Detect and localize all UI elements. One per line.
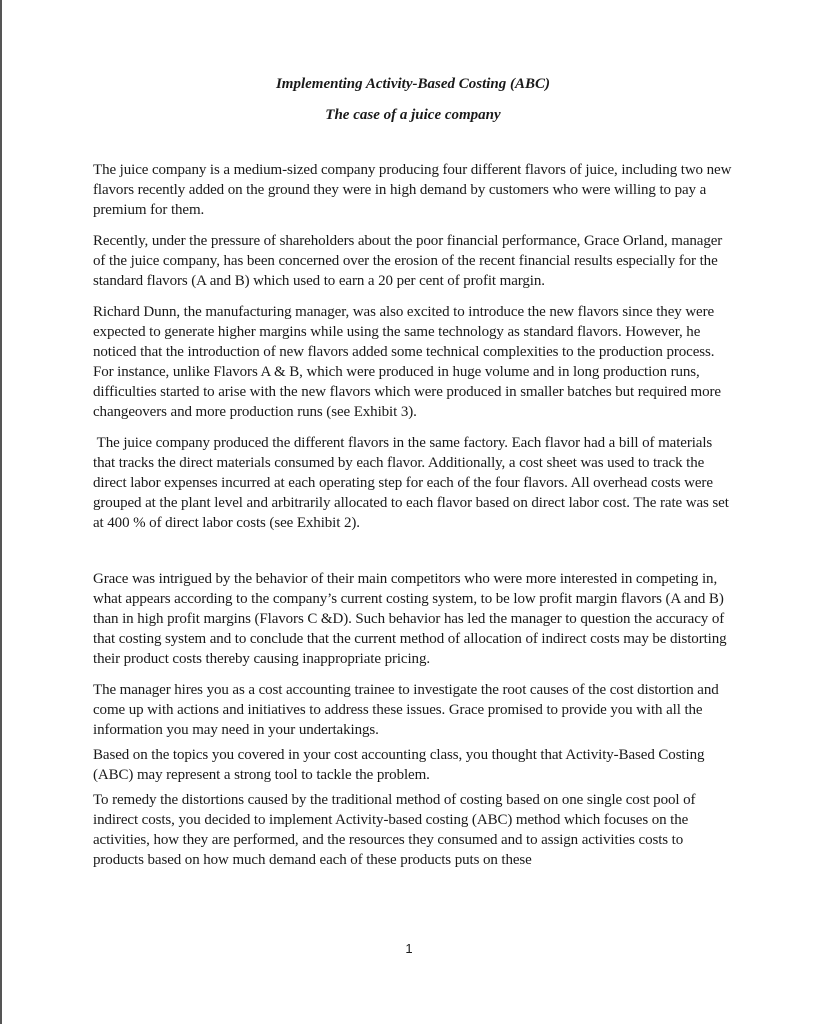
paragraph-grace-concern: Recently, under the pressure of shareholders about the poor financial performance, Grace Orland, manager of the juice company, has been concerned over the erosion of the recent financial results especially for the standard flavors (A and B) which used to earn a 20 per cent of profit margin. [93,233,723,289]
page-number: 1 [405,941,413,956]
paragraph-abc-tool: Based on the topics you covered in your cost accounting class, you thought that Activity-Based Costing (ABC) may represent a strong tool to tackle the problem. [93,747,705,783]
paragraph-richard-dunn: Richard Dunn, the manufacturing manager, was also excited to introduce the new flavors since they were expected to generate higher margins while using the same technology as standard flavors. However, he noticed that the introduction of new flavors added some technical complexities to the production process. For instance, unlike Flavors A & B, which were produced in huge volume and in long production runs, difficulties started to arise with the new flavors which were produced in smaller batches but required more changeovers and more production runs (see Exhibit 3). [93,304,721,420]
paragraph-remedy: To remedy the distortions caused by the traditional method of costing based on one single cost pool of indirect costs, you decided to implement Activity-based costing (ABC) method which focuses on the activities, how they are performed, and the resources they consumed and to assign activities costs to products based on how much demand each of these products puts on these [93,792,696,868]
page-left-border [0,0,2,1024]
paragraph-competitors: Grace was intrigued by the behavior of their main competitors who were more interested in competing in, what appears according to the company’s current costing system, to be low profit margin flavors (A and B) than in high profit margins (Flavors C &D). Such behavior has led the manager to question the accuracy of that costing system and to conclude that the current method of allocation of indirect costs may be distorting their product costs thereby causing inappropriate pricing. [93,571,727,667]
document-page [93,74,733,870]
paragraph-company-intro: The juice company is a medium-sized company producing four different flavors of juice, including two new flavors recently added on the ground they were in high demand by customers who were willing to pay a premium for them. [93,162,732,218]
paragraph-trainee-hire: The manager hires you as a cost accounting trainee to investigate the root causes of the cost distortion and come up with actions and initiatives to address these issues. Grace promised to provide you with all the information you may need in your undertakings. [93,682,719,738]
paragraph-factory-costing: The juice company produced the different flavors in the same factory. Each flavor had a bill of materials that tracks the direct materials consumed by each flavor. Additionally, a cost sheet was used to track the direct labor expenses incurred at each operating step for each of the four flavors. All overhead costs were grouped at the plant level and arbitrarily allocated to each flavor based on direct labor cost. The rate was set at 400 % of direct labor costs (see Exhibit 2). [93,435,733,531]
document-subtitle: The case of a juice company [325,107,501,123]
document-title: Implementing Activity-Based Costing (ABC) [275,76,551,92]
